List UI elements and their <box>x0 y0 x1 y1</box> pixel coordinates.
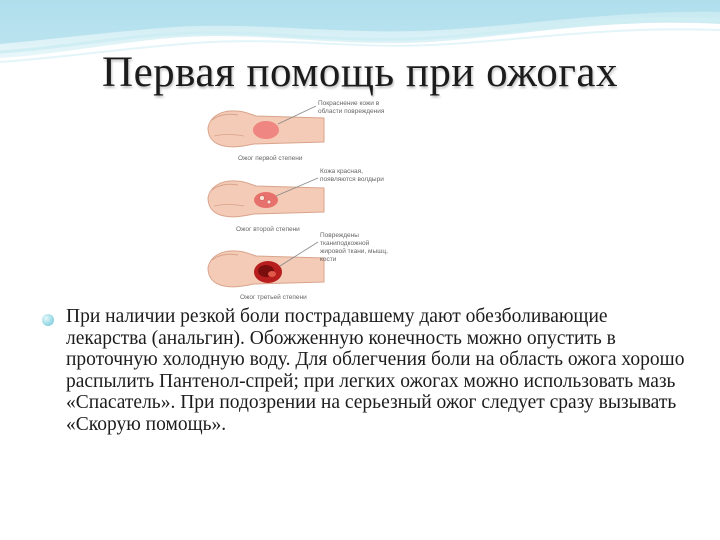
burn-degrees-illustration <box>204 98 390 304</box>
slide-title: Первая помощь при ожогах <box>102 49 618 96</box>
stage-caption: Ожог первой степени <box>238 155 303 162</box>
bullet-text: При наличии резкой боли пострадавшему дают обезболивающие лекарства (анальгин). Обожженную конечность можно опустить в проточную холодную воду. Для облегчения боли на область ожога хорошо распылить Пантенол-спрей; при легких ожогах можно использовать мазь «Спасатель». При подозрении на серьезный ожог следует сразу вызывать «Скорую помощь». <box>66 306 685 435</box>
burn-stage-third-degree <box>204 232 390 304</box>
stage-caption: Ожог второй степени <box>236 226 300 233</box>
burn-stage-first-degree <box>204 98 390 166</box>
stage-note: Кожа красная, появляются волдыри <box>320 168 384 183</box>
stage-note: Покраснение кожи в области повреждения <box>318 100 385 115</box>
stage-note: Повреждены тканиподкожной жировой ткани, мышц, кости <box>320 232 388 263</box>
bullet-icon <box>42 314 54 326</box>
burn-stage-second-degree <box>204 168 390 236</box>
stage-caption: Ожог третьей степени <box>240 294 307 301</box>
